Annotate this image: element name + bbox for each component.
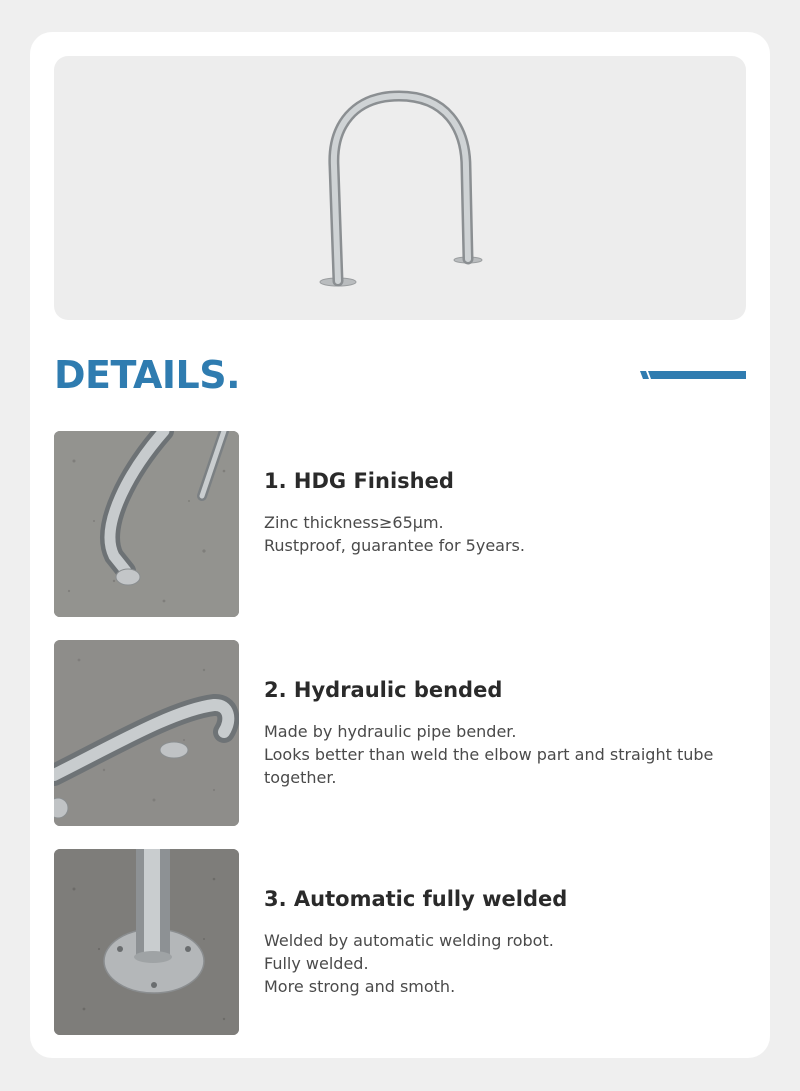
- detail-heading: 3. Automatic fully welded: [264, 887, 568, 911]
- detail-line: Made by hydraulic pipe bender.: [264, 722, 517, 741]
- details-title: DETAILS.: [54, 353, 241, 397]
- product-hero-image: [54, 56, 746, 320]
- detail-description: [264, 929, 734, 998]
- detail-heading: 1. HDG Finished: [264, 469, 454, 493]
- accent-line-decoration: [640, 371, 746, 379]
- detail-description: [264, 720, 734, 789]
- detail-line: Zinc thickness≥65μm.: [264, 513, 444, 532]
- detail-line: Fully welded.: [264, 954, 369, 973]
- detail-line: Looks better than weld the elbow part and straight tube together.: [264, 745, 714, 787]
- hydraulic-bended-photo: [54, 640, 239, 826]
- detail-heading: 2. Hydraulic bended: [264, 678, 503, 702]
- automatic-welded-photo: [54, 849, 239, 1035]
- detail-description: [264, 511, 734, 557]
- u-shaped-bike-rack-image: [54, 56, 746, 320]
- product-details-card: [30, 32, 770, 1058]
- hdg-finished-photo: [54, 431, 239, 617]
- detail-item-hydraulic-bended: [54, 640, 746, 826]
- detail-line: More strong and smoth.: [264, 977, 456, 996]
- detail-item-automatic-welded: [54, 849, 746, 1035]
- detail-line: Rustproof, guarantee for 5years.: [264, 536, 525, 555]
- detail-item-hdg-finished: [54, 431, 746, 617]
- detail-line: Welded by automatic welding robot.: [264, 931, 554, 950]
